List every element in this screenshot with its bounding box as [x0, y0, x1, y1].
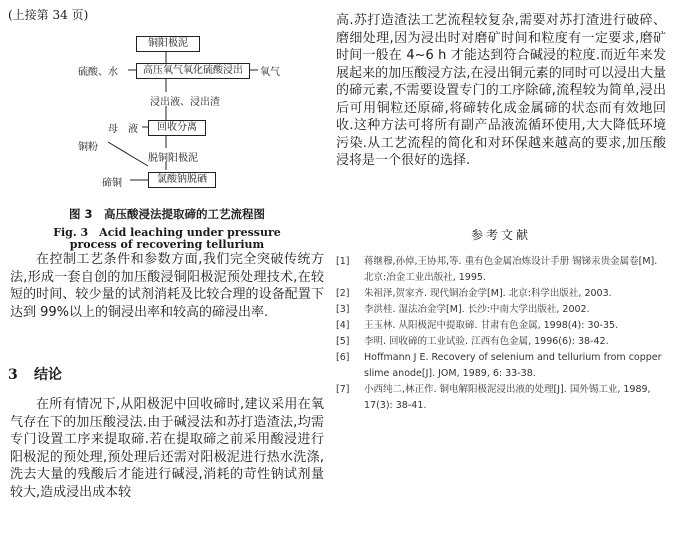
reference-text: 李明. 回收碲的工业试验. 江西有色金属, 1996(6): 38-42.: [364, 336, 609, 347]
figure-caption-en-line2: process of recovering tellurium: [69, 238, 265, 251]
right-column: [336, 0, 666, 534]
body-paragraph-2: 在所有情况下,从阳极泥中回收碲时,建议采用在氧气存在下的加压酸浸法.由于碱浸法和苏打造渣法,均需专门设置工序来提取碲.若在提取碲之前采用酸浸进行阳极泥的预处理,预处理后还需对阳极泥进行热水洗涤,洗去大量的残酸后才能进行碱浸,消耗的苛性钠试剂量较大,造成浸出成本较: [10, 397, 324, 500]
reference-number: [1]: [336, 256, 350, 267]
reference-item: [336, 286, 666, 302]
reference-number: [4]: [336, 320, 350, 331]
reference-number: [7]: [336, 384, 350, 395]
figure-caption-en-line1: Fig. 3 Acid leaching under pressure: [53, 226, 281, 239]
reference-item: [336, 334, 666, 350]
reference-text: Hoffmann J E. Recovery of selenium and tellurium from copper slime anode[J]. JOM, 1989, 6: 33-38.: [364, 352, 662, 379]
reference-number: [3]: [336, 304, 350, 315]
figure-caption-zh: 图 3 高压酸浸法提取碲的工艺流程图: [68, 207, 265, 221]
flowchart-connectors: [78, 30, 308, 190]
process-flowchart: [78, 30, 308, 190]
flow-main-box: 高压氧气氧化硫酸浸出: [136, 63, 250, 79]
body-paragraph-1: 在控制工艺条件和参数方面,我们完全突破传统方法,形成一套自创的加压酸浸铜阳极泥预处理技术,在较短的时间、较少量的试剂消耗及比较合理的设备配置下达到 99%以上的铜浸出率和较高的碲浸出率.: [10, 252, 324, 320]
reference-item: [336, 254, 666, 286]
reference-number: [6]: [336, 352, 350, 363]
flow-leach-label: 浸出液、浸出渣: [150, 97, 220, 108]
reference-text: 小西纯二,林正作. 铜电解阳极泥浸出液的处理[J]. 国外锡工业, 1989, 17(3): 38-41.: [364, 384, 651, 411]
references-title: 参考文献: [470, 228, 531, 242]
reference-list: [336, 254, 666, 414]
reference-text: 朱祖泽,贺家齐. 现代铜冶金学[M]. 北京:科学出版社, 2003.: [364, 288, 612, 299]
continued-from-note: (上接第 34 页): [8, 8, 89, 22]
reference-item: [336, 382, 666, 414]
flow-top-box: 铜阳极泥: [136, 36, 200, 52]
flow-product-box: 氯酸钠脱硒: [148, 172, 216, 188]
flow-left-input-label: 硫酸、水: [78, 67, 118, 78]
section-title: 结论: [34, 367, 62, 383]
reference-text: 王玉林. 从阳极泥中提取碲. 甘肃有色金属, 1998(4): 30-35.: [364, 320, 619, 331]
flow-right-input-label: 氧气: [260, 67, 280, 78]
reference-text: 李洪桂. 湿法冶金学[M]. 长沙:中南大学出版社, 2002.: [364, 304, 590, 315]
section-number: 3: [8, 367, 18, 383]
reference-item: [336, 350, 666, 382]
flow-copper-sep-box: 回收分离: [148, 120, 206, 136]
reference-item: [336, 302, 666, 318]
body-paragraph-3: 高.苏打造渣法工艺流程较复杂,需要对苏打渣进行破碎、磨细处理,因为浸出时对磨矿时间和粒度有一定要求,磨矿时间一般在 4~6 h 才能达到符合碱浸的粒度.而近年来发展起来的加压酸浸方法,在浸出铜元素的同时可以浸出大量的碲元素,不需要设置专门的工序除碲,流程较为简单,浸出后可用铜粒还原碲,将碲转化成金属碲的状态而有效地回收.这种方法可将所有副产品液流循环使用,大大降低环境污染.从工艺流程的简化和对环保越来越高的要求,加压酸浸将是一个很好的选择.: [336, 13, 666, 168]
reference-text: 蒋继穆,孙倬,王协邦,等. 重有色金属冶炼设计手册 锡锑汞贵金属卷[M]. 北京:冶金工业出版社, 1995.: [364, 256, 658, 283]
section-heading: [8, 364, 62, 384]
left-column: [8, 0, 326, 534]
flow-mother-label: 母 液: [108, 124, 138, 135]
flow-te-mud-label: 碲铜: [102, 178, 122, 189]
reference-item: [336, 318, 666, 334]
flow-copper-powder-label: 铜粉: [78, 142, 98, 153]
reference-number: [5]: [336, 336, 350, 347]
reference-number: [2]: [336, 288, 350, 299]
flow-de-te-label: 脱铜阳极泥: [148, 153, 198, 164]
